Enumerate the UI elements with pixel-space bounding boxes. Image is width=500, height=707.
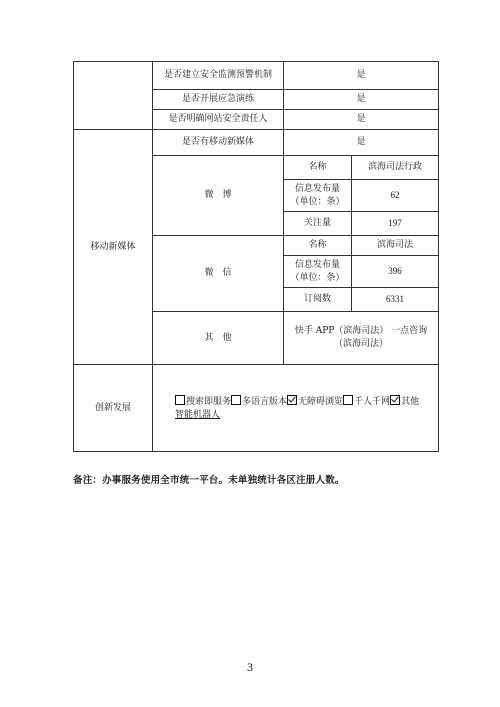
option-multilingual[interactable] (231, 397, 287, 407)
security-value-0: 是 (284, 62, 439, 90)
checkbox-checked-icon[interactable] (287, 395, 297, 405)
innovation-options (153, 365, 439, 452)
table-row (74, 365, 439, 452)
weibo-follow-label: 关注量 (284, 212, 352, 236)
checkbox-unchecked-icon[interactable] (175, 395, 185, 405)
option-accessibility[interactable] (287, 397, 343, 407)
wechat-posts-value: 396 (352, 256, 439, 288)
footnote: 备注：办事服务使用全市统一平台。未单独统计各区注册人数。 (73, 475, 345, 486)
checkbox-checked-icon[interactable] (390, 395, 400, 405)
option-label: 其他 (401, 396, 420, 407)
checkbox-unchecked-icon[interactable] (343, 395, 353, 405)
option-other[interactable] (390, 397, 419, 407)
security-value-2: 是 (284, 110, 439, 130)
table-row (74, 130, 439, 156)
mobile-media-section-label: 移动新媒体 (74, 130, 153, 365)
page-number: 3 (247, 660, 253, 674)
security-section-cell (74, 62, 153, 130)
option-label: 千人千网 (354, 396, 391, 407)
table-row (74, 62, 439, 90)
wechat-subs-value: 6331 (352, 288, 439, 312)
weibo-posts-value: 62 (352, 180, 439, 212)
wechat-posts-label: 信息发布量（单位：条） (284, 256, 352, 288)
option-label: 搜索即服务 (186, 396, 232, 407)
security-label-0: 是否建立安全监测预警机制 (153, 62, 284, 90)
option-smart-robot (175, 410, 220, 420)
weibo-name-value: 滨海司法行政 (352, 156, 439, 180)
option-label: 智能机器人 (175, 409, 221, 420)
option-label: 多语言版本 (242, 396, 288, 407)
wechat-name-label: 名称 (284, 236, 352, 256)
security-label-2: 是否明确网站安全责任人 (153, 110, 284, 130)
weibo-label: 微 博 (153, 156, 284, 236)
checkbox-unchecked-icon[interactable] (231, 395, 241, 405)
wechat-subs-label: 订阅数 (284, 288, 352, 312)
option-personalized[interactable] (343, 397, 390, 407)
security-label-1: 是否开展应急演练 (153, 90, 284, 110)
report-table (73, 61, 439, 452)
other-label: 其 他 (153, 312, 284, 365)
has-new-media-value: 是 (284, 130, 439, 156)
wechat-name-value: 滨海司法 (352, 236, 439, 256)
weibo-name-label: 名称 (284, 156, 352, 180)
option-label: 无障碍浏览 (298, 396, 344, 407)
wechat-label: 微 信 (153, 236, 284, 312)
innovation-section-label: 创新发展 (74, 365, 153, 452)
other-value: 快手 APP（滨海司法） 一点咨询（滨海司法） (284, 312, 439, 365)
weibo-posts-label: 信息发布量（单位：条） (284, 180, 352, 212)
weibo-follow-value: 197 (352, 212, 439, 236)
has-new-media-label: 是否有移动新媒体 (153, 130, 284, 156)
option-search-as-service[interactable] (175, 397, 231, 407)
security-value-1: 是 (284, 90, 439, 110)
